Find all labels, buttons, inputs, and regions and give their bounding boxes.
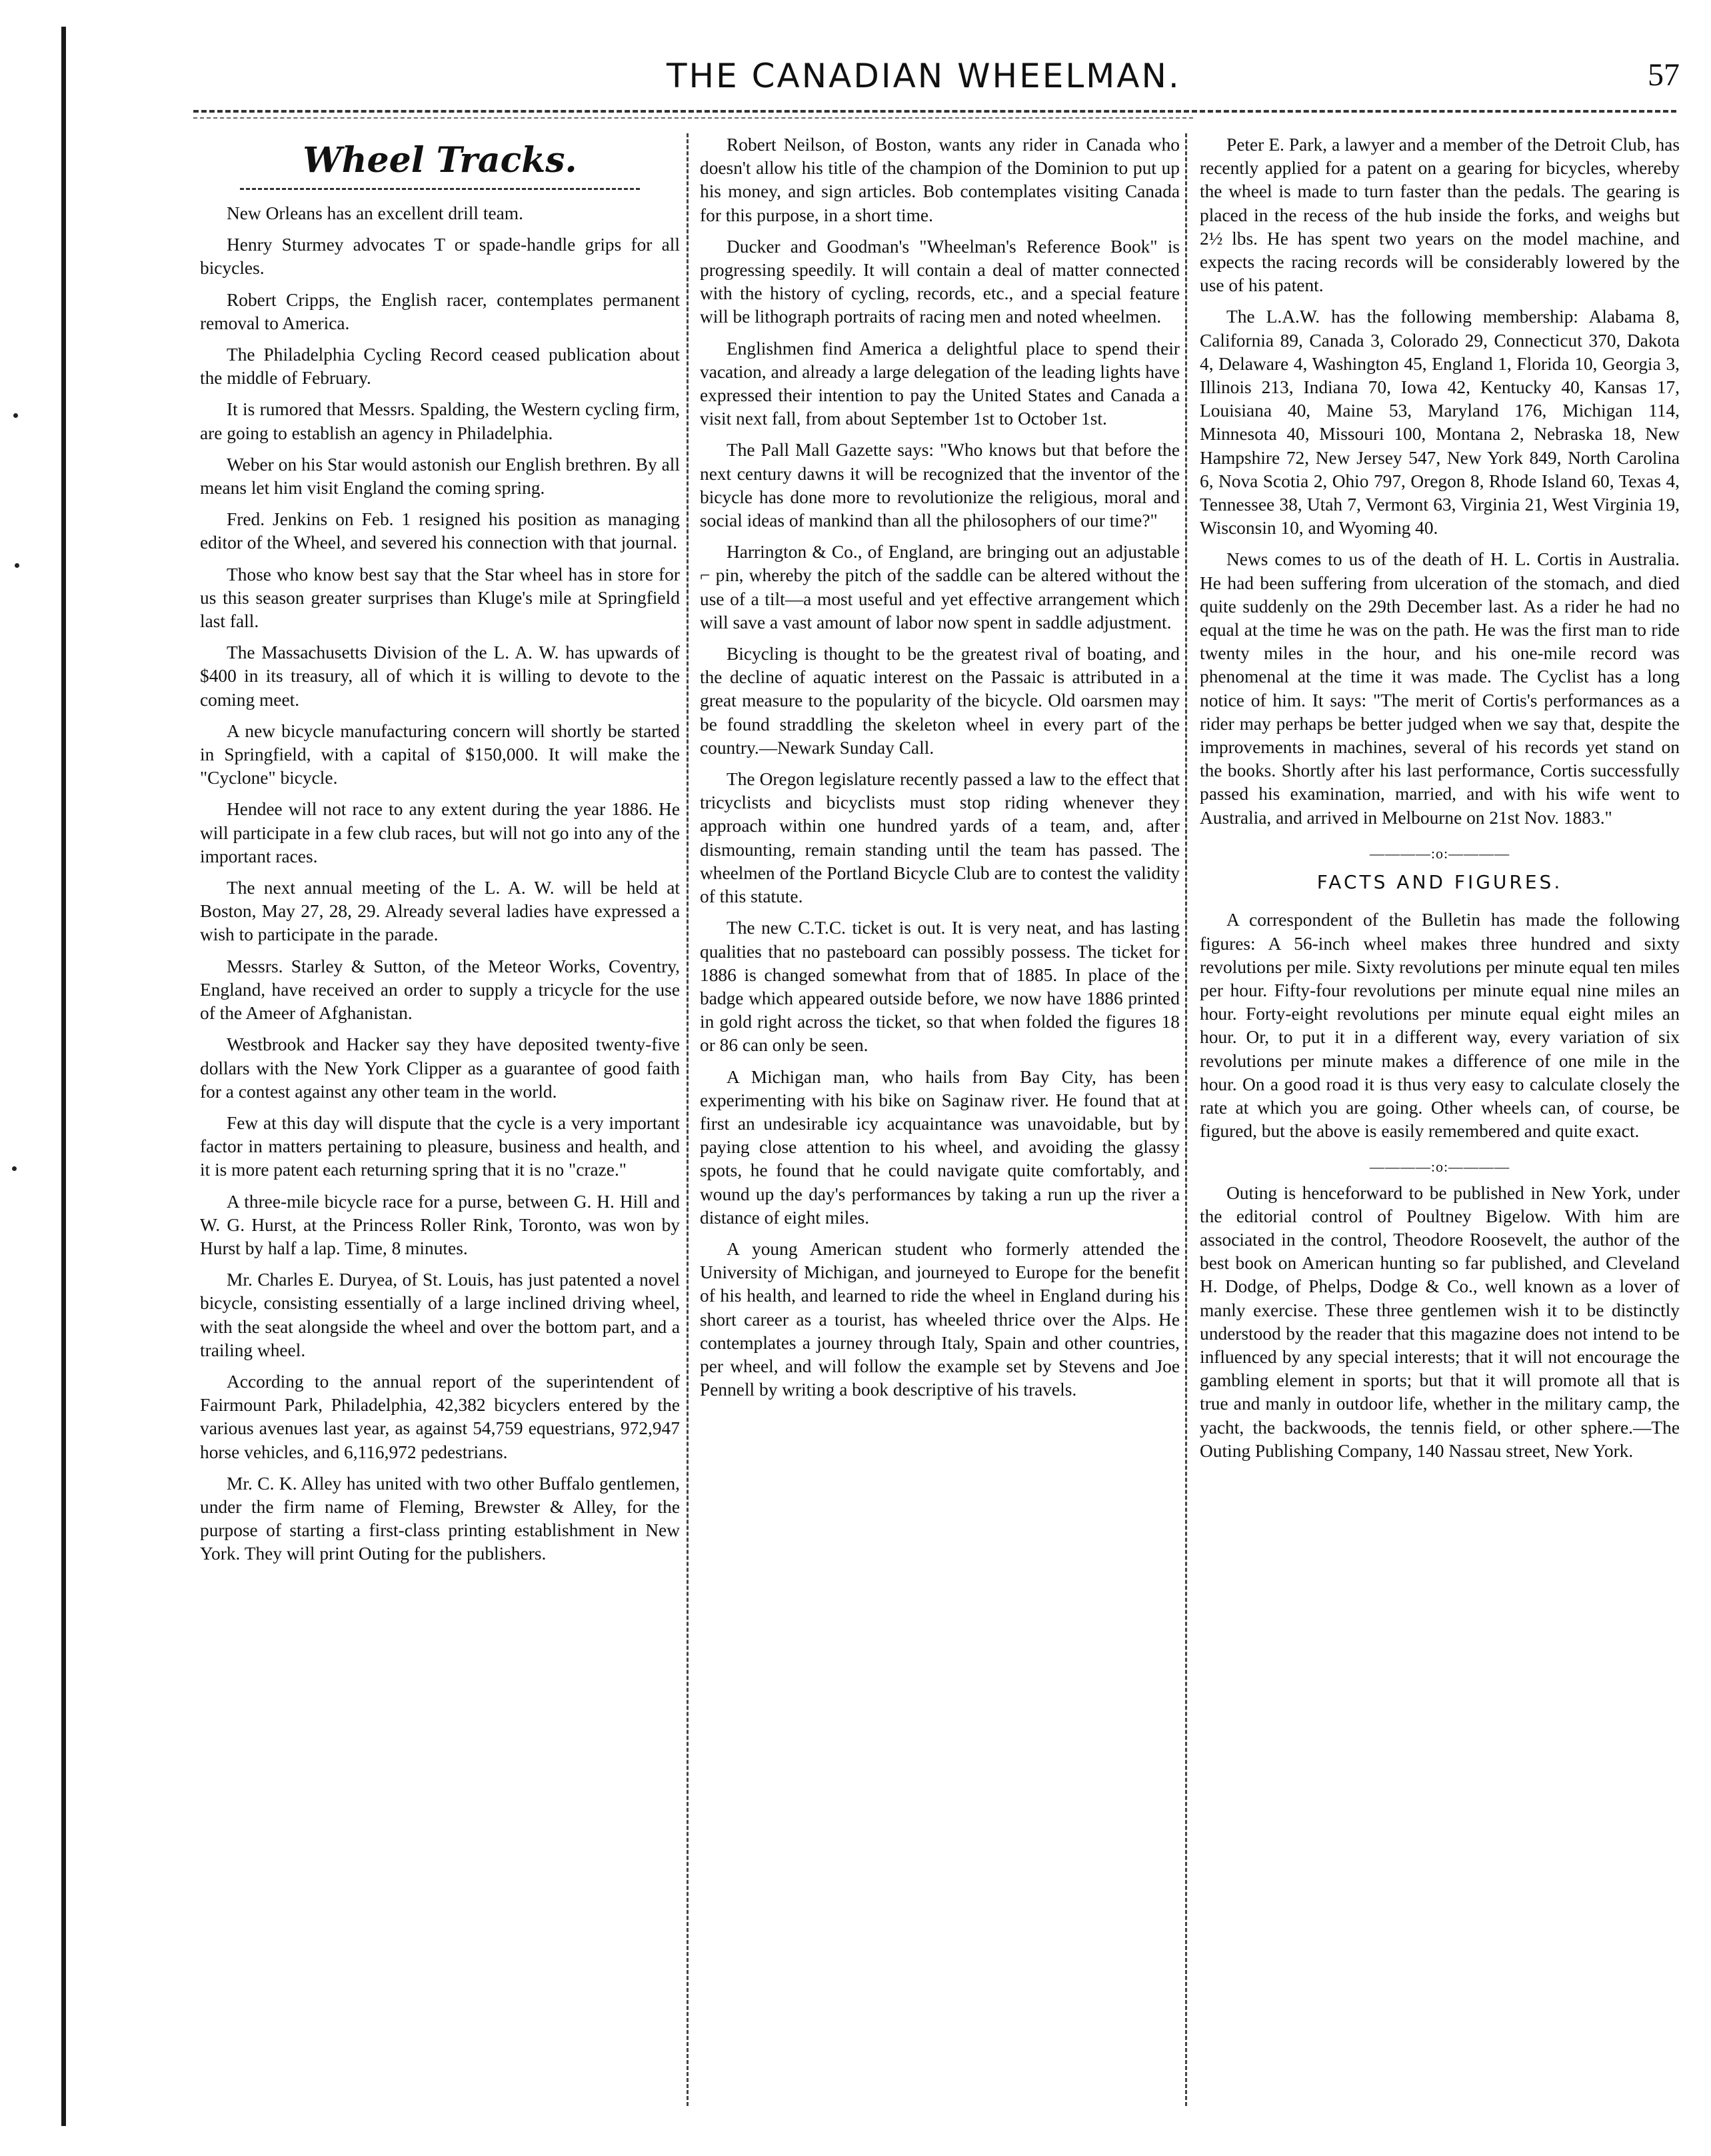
news-item: Harrington & Co., of England, are bringing out an adjustable ⌐ pin, whereby the pitch of the saddle can be altered without the use of a tilt—a most useful and yet effective arrangement which will save a vast amount of labor now spent in saddle adjustment. [700, 542, 1180, 632]
news-item: New Orleans has an excellent drill team. [227, 203, 523, 223]
news-item: A young American student who formerly attended the University of Michigan, and journeyed to Europe for the benefit of his health, and learned to ride the wheel in England during his short career as a tourist, has wheeled thrice over the Alps. He contemplates a journey through Italy, Spain and other countries, per wheel, and will follow the example set by Stevens and Joe Pennell by writing a book descriptive of his travels. [700, 1238, 1180, 1400]
column-left [200, 133, 680, 1574]
news-item: Westbrook and Hacker say they have deposited twenty-five dollars with the New York Clipper as a guarantee of good faith for a contest against any other team in the world. [200, 1034, 680, 1102]
news-item: The Pall Mall Gazette says: "Who knows but that before the next century dawns it will be recognized that the inventor of the bicycle has done more to revolutionize the religious, moral and social ideas of mankind than all the philosophers of our time?" [700, 440, 1180, 531]
section-separator: ————:o:———— [1369, 1158, 1510, 1176]
column-divider [687, 133, 689, 2106]
membership-list: The L.A.W. has the following membership: Alabama 8, California 89, Canada 3, Colorado 29, Connecticut 370, Dakota 4, Delaware 4, Washington 45, England 1, Florida 10, Georgia 3, Illinois 213, Indiana 70, Iowa 42, Kentucky 40, Kansas 17, Louisiana 40, Maine 53, Maryland 176, Michigan 114, Minnesota 40, Missouri 100, Montana 2, Nebraska 18, New Hampshire 72, New Jersey 547, New York 849, North Carolina 6, Nova Scotia 2, Ohio 797, Oregon 8, Rhode Island 60, Texas 4, Tennessee 38, Utah 7, Vermont 63, Virginia 21, West Virginia 19, Wisconsin 10, and Wyoming 40. [1200, 307, 1680, 539]
news-item: According to the annual report of the superintendent of Fairmount Park, Philadelphia, 42,382 bicyclers entered by the various avenues last year, as against 54,759 equestrians, 972,947 horse vehicles, and 6,116,972 pedestrians. [200, 1371, 680, 1462]
scan-speck [12, 1166, 17, 1171]
news-item: Mr. C. K. Alley has united with two other Buffalo gentlemen, under the firm name of Fleming, Brewster & Alley, for the purpose of starting a first-class printing establishment in New York. They will print Outing for the publishers. [200, 1473, 680, 1564]
masthead-rule-secondary [193, 117, 1193, 119]
column-divider [1185, 133, 1187, 2106]
news-item: Few at this day will dispute that the cycle is a very important factor in matters pertaining to pleasure, business and health, and it is more patent each returning spring that it is no "craze." [200, 1112, 680, 1180]
heading-rule [240, 188, 640, 190]
news-item: News comes to us of the death of H. L. Cortis in Australia. He had been suffering from ulceration of the stomach, and died quite suddenly on the 29th December last. As a rider he had no equal at the time he was on the path. He was the first man to ride twenty miles in the hour, and his one-mile record was phenomenal at the time it was made. The Cyclist has a long notice of him. It says: "The merit of Cortis's performances as a rider may perhaps be better judged when we say that, despite the improvements in machines, several of his records yet stand on the books. Shortly after his last performance, Cortis successfully passed his examination, married, and with his wife went to Australia, and arrived in Melbourne on 21st Nov. 1883." [1200, 549, 1680, 828]
news-item: Fred. Jenkins on Feb. 1 resigned his position as managing editor of the Wheel, and severed his connection with that journal. [200, 509, 680, 553]
news-item: A new bicycle manufacturing concern will shortly be started in Springfield, with a capital of $150,000. It will make the "Cyclone" bicycle. [200, 720, 680, 788]
section-heading-facts-and-figures: FACTS AND FIGURES. [1316, 871, 1563, 894]
news-item: Robert Cripps, the English racer, contemplates permanent removal to America. [200, 289, 680, 333]
news-item: It is rumored that Messrs. Spalding, the Western cycling firm, are going to establish an agency in Philadelphia. [200, 399, 680, 443]
news-item: The Oregon legislature recently passed a law to the effect that tricyclists and bicyclists must stop riding whenever they approach within one hundred yards of a team, and, after dismounting, remain standing until the team has passed. The wheelmen of the Portland Bicycle Club are to contest the validity of this statute. [700, 769, 1180, 907]
news-item: Hendee will not race to any extent during the year 1886. He will participate in a few club races, but will not go into any of the important races. [200, 799, 680, 866]
news-item: Englishmen find America a delightful place to spend their vacation, and already a large delegation of the leading lights have expressed their intention to pay the United States and Canada a visit next fall, from about September 1st to October 1st. [700, 338, 1180, 429]
column-right [1200, 133, 1680, 1471]
news-item: Mr. Charles E. Duryea, of St. Louis, has just patented a novel bicycle, consisting essentially of a large inclined driving wheel, with the seat alongside the wheel and over the bottom part, and a trailing wheel. [200, 1270, 680, 1360]
news-item: Messrs. Starley & Sutton, of the Meteor Works, Coventry, England, have received an order to supply a tricycle for the use of the Ameer of Afghanistan. [200, 956, 680, 1024]
section-separator: ————:o:———— [1369, 844, 1510, 862]
news-item: Weber on his Star would astonish our English brethren. By all means let him visit England the coming spring. [200, 454, 680, 499]
scan-speck [15, 563, 19, 568]
section-heading-wheel-tracks: Wheel Tracks. [303, 140, 577, 181]
news-item: The next annual meeting of the L. A. W. will be held at Boston, May 27, 28, 29. Already several ladies have expressed a wish to participate in the parade. [200, 878, 680, 945]
news-item: Robert Neilson, of Boston, wants any rider in Canada who doesn't allow his title of the champion of the Dominion to put up his money, and sign articles. Bob contemplates visiting Canada for this purpose, in a short time. [700, 135, 1180, 225]
binding-edge-rule [61, 27, 66, 2126]
news-item: A Michigan man, who hails from Bay City, has been experimenting with his bike on Saginaw river. He found that at first an undesirable icy acquaintance was unavoidable, but by paying close attention to his wheel, and avoiding the glassy spots, he found that he could navigate quite comfortably, and wound up the day's performances by taking a run up the river a distance of eight miles. [700, 1066, 1180, 1228]
page-number: 57 [1648, 57, 1680, 93]
news-item: Peter E. Park, a lawyer and a member of the Detroit Club, has recently applied for a patent on a gearing for bicycles, whereby the wheel is made to turn faster than the pedals. The gearing is placed in the recess of the hub inside the forks, and weighs but 2½ lbs. He has spent two years on the model machine, and expects the racing records will be considerably lowered by the use of his patent. [1200, 135, 1680, 296]
masthead-rule [193, 110, 1676, 113]
news-item: The Massachusetts Division of the L. A. W. has upwards of $400 in its treasury, all of which it is willing to devote to the coming meet. [200, 642, 680, 710]
news-item: Bicycling is thought to be the greatest rival of boating, and the decline of aquatic interest on the Passaic is attributed in a great measure to the popularity of the bicycle. Old oarsmen may be found straddling the skeleton wheel in every part of the country.—Newark Sunday Call. [700, 644, 1180, 758]
news-item: Those who know best say that the Star wheel has in store for us this season greater surprises than Kluge's mile at Springfield last fall. [200, 564, 680, 632]
news-item: The Philadelphia Cycling Record ceased publication about the middle of February. [200, 345, 680, 389]
news-item: The new C.T.C. ticket is out. It is very neat, and has lasting qualities that no pasteboard can possibly possess. The ticket for 1886 is changed somewhat from that of 1885. In place of the badge which appeared outside before, we now have 1886 printed in gold right across the ticket, so that when folded the figures 18 or 86 can only be seen. [700, 918, 1180, 1056]
news-item: Ducker and Goodman's "Wheelman's Reference Book" is progressing speedily. It will contain a deal of matter connected with the history of cycling, records, etc., and a special feature will be lithograph portraits of racing men and noted wheelmen. [700, 236, 1180, 327]
publication-title: THE CANADIAN WHEELMAN. [667, 57, 1181, 95]
news-item: Henry Sturmey advocates T or spade-handle grips for all bicycles. [200, 235, 680, 279]
news-item: A three-mile bicycle race for a purse, between G. H. Hill and W. G. Hurst, at the Princess Roller Rink, Toronto, was won by Hurst by half a lap. Time, 8 minutes. [200, 1191, 680, 1258]
news-item: Outing is henceforward to be published in New York, under the editorial control of Poultney Bigelow. With him are associated in the control, Theodore Roosevelt, the author of the best book on American hunting so far published, and Cleveland H. Dodge, of Phelps, Dodge & Co., well known as a lover of manly exercise. These three gentlemen wish it to be distinctly understood by the reader that this magazine does not intend to be influenced by any special interests; that it will not encourage the gambling element in sports; but that it will promote all that is true and manly in outdoor life, whether in the military camp, the yacht, the backwoods, the tennis field, or other sphere.—The Outing Publishing Company, 140 Nassau street, New York. [1200, 1182, 1680, 1461]
scan-speck [13, 413, 18, 418]
column-middle [700, 133, 1180, 1410]
masthead [193, 57, 1680, 103]
news-item: A correspondent of the Bulletin has made the following figures: A 56-inch wheel makes three hundred and sixty revolutions per mile. Sixty revolutions per minute equal ten miles per hour. Fifty-four revolutions per minute equal nine miles an hour. Forty-eight revolutions per minute equal eight miles an hour. Or, to put it in a different way, every variation of six revolutions per minute makes a difference of one mile in the hour. On a good road it is thus very easy to calculate closely the rate at which you are going. Other wheels can, of course, be figured, but the above is easily remembered and quite exact. [1200, 910, 1680, 1142]
